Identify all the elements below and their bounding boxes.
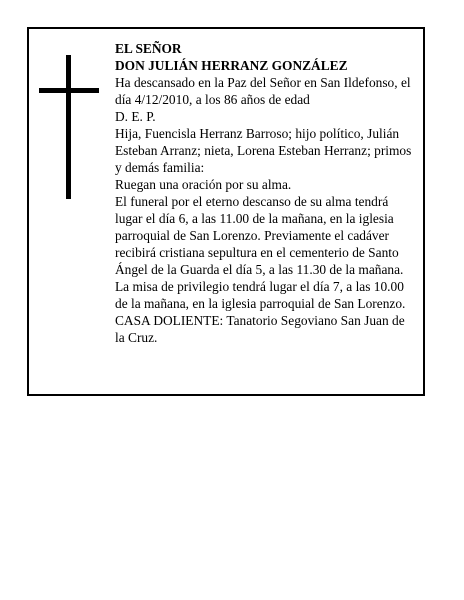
passing-announcement: Ha descansado en la Paz del Señor en San Ildefonso, el día 4/12/2010, a los 86 años de edad <box>115 75 411 107</box>
funeral-details: El funeral por el eterno descanso de su alma tendrá lugar el día 6, a las 11.00 de la mañana, en la iglesia parroquial de San Lorenzo. Previamente el cadáver recibirá cristiana sepultura en el cementerio de Santo Ángel de la Guarda el día 5, a las 11.30 de la mañana. <box>115 194 404 277</box>
latin-cross-icon <box>39 55 99 199</box>
obituary-notice <box>27 27 425 396</box>
deceased-name: DON JULIÁN HERRANZ GONZÁLEZ <box>115 58 348 73</box>
prayer-request: Ruegan una oración por su alma. <box>115 177 292 192</box>
family-list: Hija, Fuencisla Herranz Barroso; hijo político, Julián Esteban Arranz; nieta, Lorena Esteban Herranz; primos y demás familia: <box>115 126 412 175</box>
cross-horizontal-bar <box>39 88 99 93</box>
mourning-house: CASA DOLIENTE: Tanatorio Segoviano San Juan de la Cruz. <box>115 313 405 345</box>
privilege-mass-details: La misa de privilegio tendrá lugar el día 7, a las 10.00 de la mañana, en la iglesia parroquial de San Lorenzo. <box>115 279 406 311</box>
cross-vertical-bar <box>66 55 71 199</box>
rip-abbreviation: D. E. P. <box>115 109 156 124</box>
notice-heading-line1: EL SEÑOR <box>115 41 182 56</box>
notice-text <box>115 40 417 346</box>
